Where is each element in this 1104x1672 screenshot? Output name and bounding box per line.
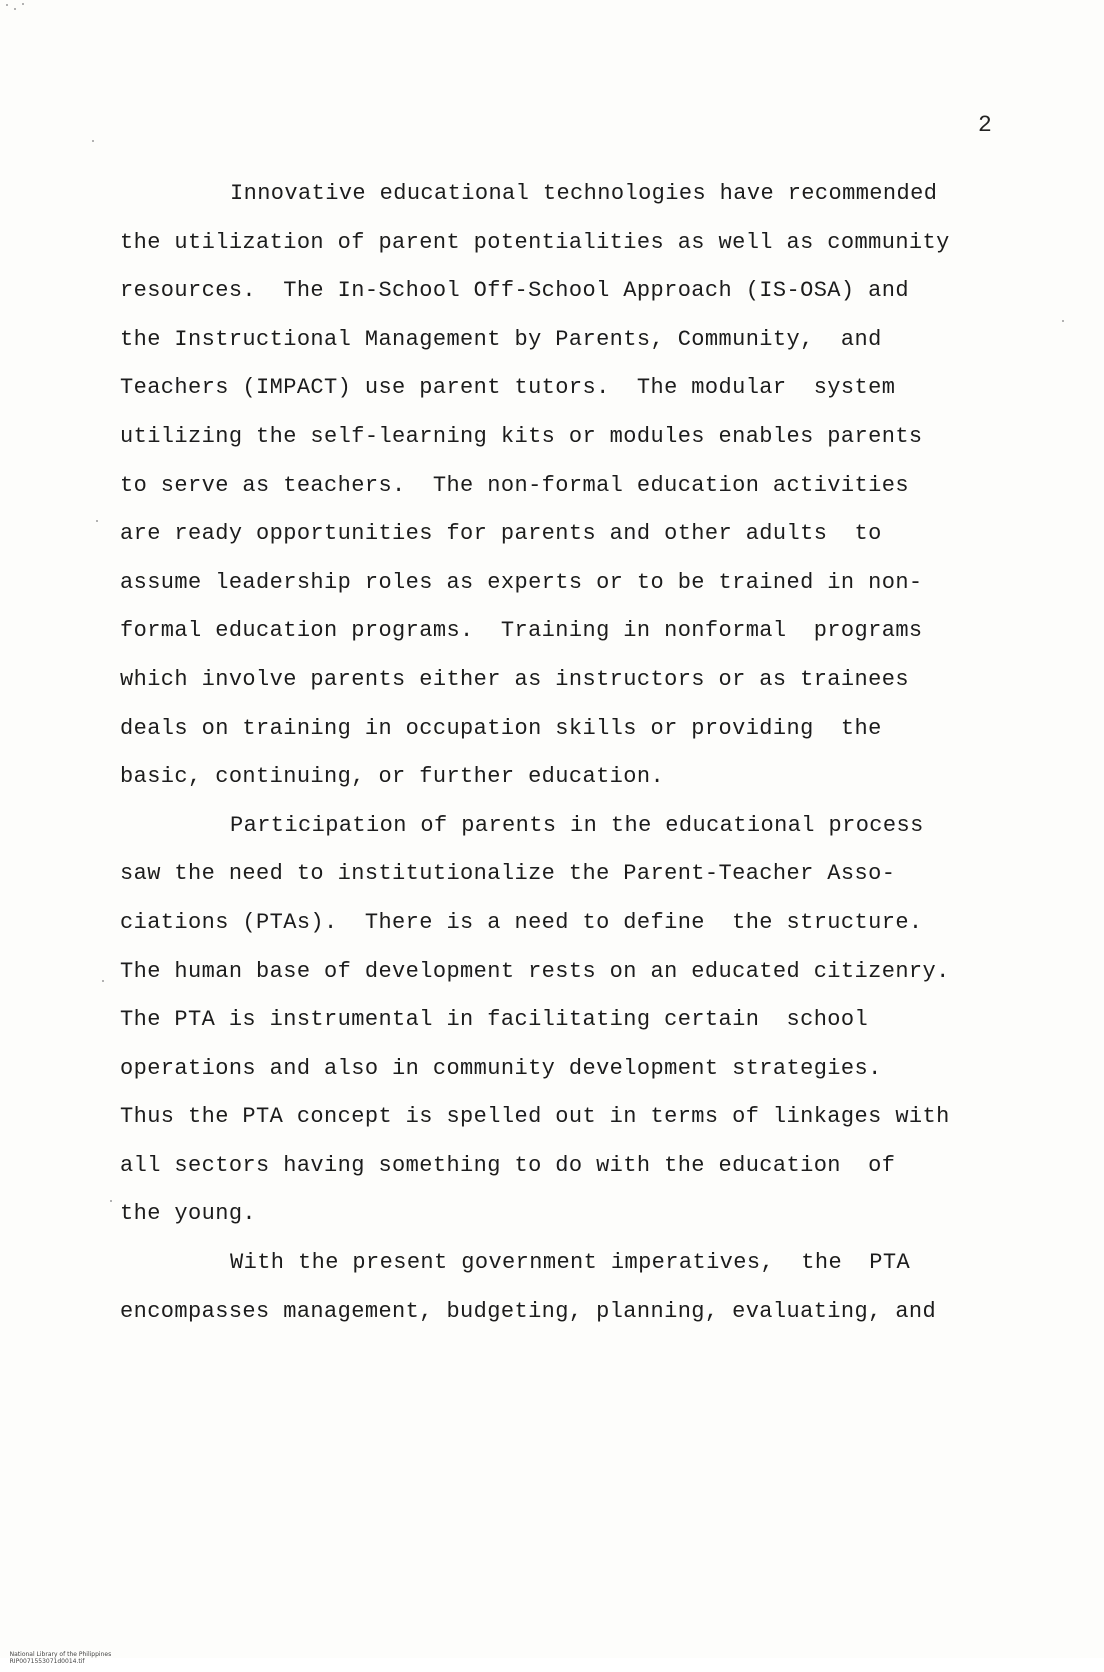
footer-library-label: National Library of the Philippines — [9, 1651, 112, 1658]
paragraph-1-line-8: are ready opportunities for parents and other adults to — [120, 521, 882, 547]
scan-speck — [6, 4, 8, 6]
scan-speck — [1062, 320, 1064, 322]
paragraph-2-line-8: all sectors having something to do with the education of — [120, 1152, 896, 1178]
paragraph-2-line-1: Participation of parents in the educational process — [230, 812, 924, 838]
paragraph-3-line-1: With the present government imperatives, the PTA — [230, 1250, 911, 1276]
paragraph-1-line-13: basic, continuing, or further education. — [120, 764, 665, 790]
body-text — [120, 170, 1050, 1336]
scan-speck — [22, 3, 24, 5]
paragraph-3-line-2: encompasses management, budgeting, planning, evaluating, and — [120, 1298, 937, 1324]
paragraph-1-line-2: the utilization of parent potentialities as well as community — [120, 229, 950, 255]
scan-speck — [92, 140, 94, 142]
scan-speck — [96, 520, 98, 522]
scan-speck — [14, 8, 16, 10]
paragraph-2-line-7: Thus the PTA concept is spelled out in terms of linkages with — [120, 1104, 950, 1130]
paragraph-1-line-11: which involve parents either as instructors or as trainees — [120, 666, 909, 692]
paragraph-1-line-3: resources. The In-School Off-School Approach (IS-OSA) and — [120, 278, 909, 304]
paragraph-2-line-9: the young. — [120, 1201, 257, 1227]
footer — [2, 1644, 139, 1672]
scan-speck — [102, 980, 104, 982]
paragraph-1-line-12: deals on training in occupation skills or providing the — [120, 715, 882, 741]
paragraph-1-line-10: formal education programs. Training in nonformal programs — [120, 618, 923, 644]
paragraph-1-line-7: to serve as teachers. The non-formal education activities — [120, 472, 909, 498]
paragraph-1-line-9: assume leadership roles as experts or to be trained in non- — [120, 569, 923, 595]
paragraph-2-line-6: operations and also in community development strategies. — [120, 1055, 882, 1081]
paragraph-2-line-3: ciations (PTAs). There is a need to define the structure. — [120, 909, 923, 935]
scan-speck — [110, 1200, 112, 1202]
paragraph-2-line-2: saw the need to institutionalize the Parent-Teacher Asso- — [120, 861, 896, 887]
paragraph-2-line-5: The PTA is instrumental in facilitating certain school — [120, 1007, 869, 1033]
paragraph-1-line-4: the Instructional Management by Parents, Community, and — [120, 326, 882, 352]
footer-file-label: RIP0071553071d0014.tif — [9, 1658, 85, 1665]
paragraph-1-line-6: utilizing the self-learning kits or modules enables parents — [120, 423, 923, 449]
paragraph-2-line-4: The human base of development rests on an educated citizenry. — [120, 958, 950, 984]
paragraph-1-line-1: Innovative educational technologies have recommended — [230, 181, 938, 206]
paragraph-1-line-5: Teachers (IMPACT) use parent tutors. The modular system — [120, 375, 896, 401]
page-number: 2 — [978, 112, 992, 138]
